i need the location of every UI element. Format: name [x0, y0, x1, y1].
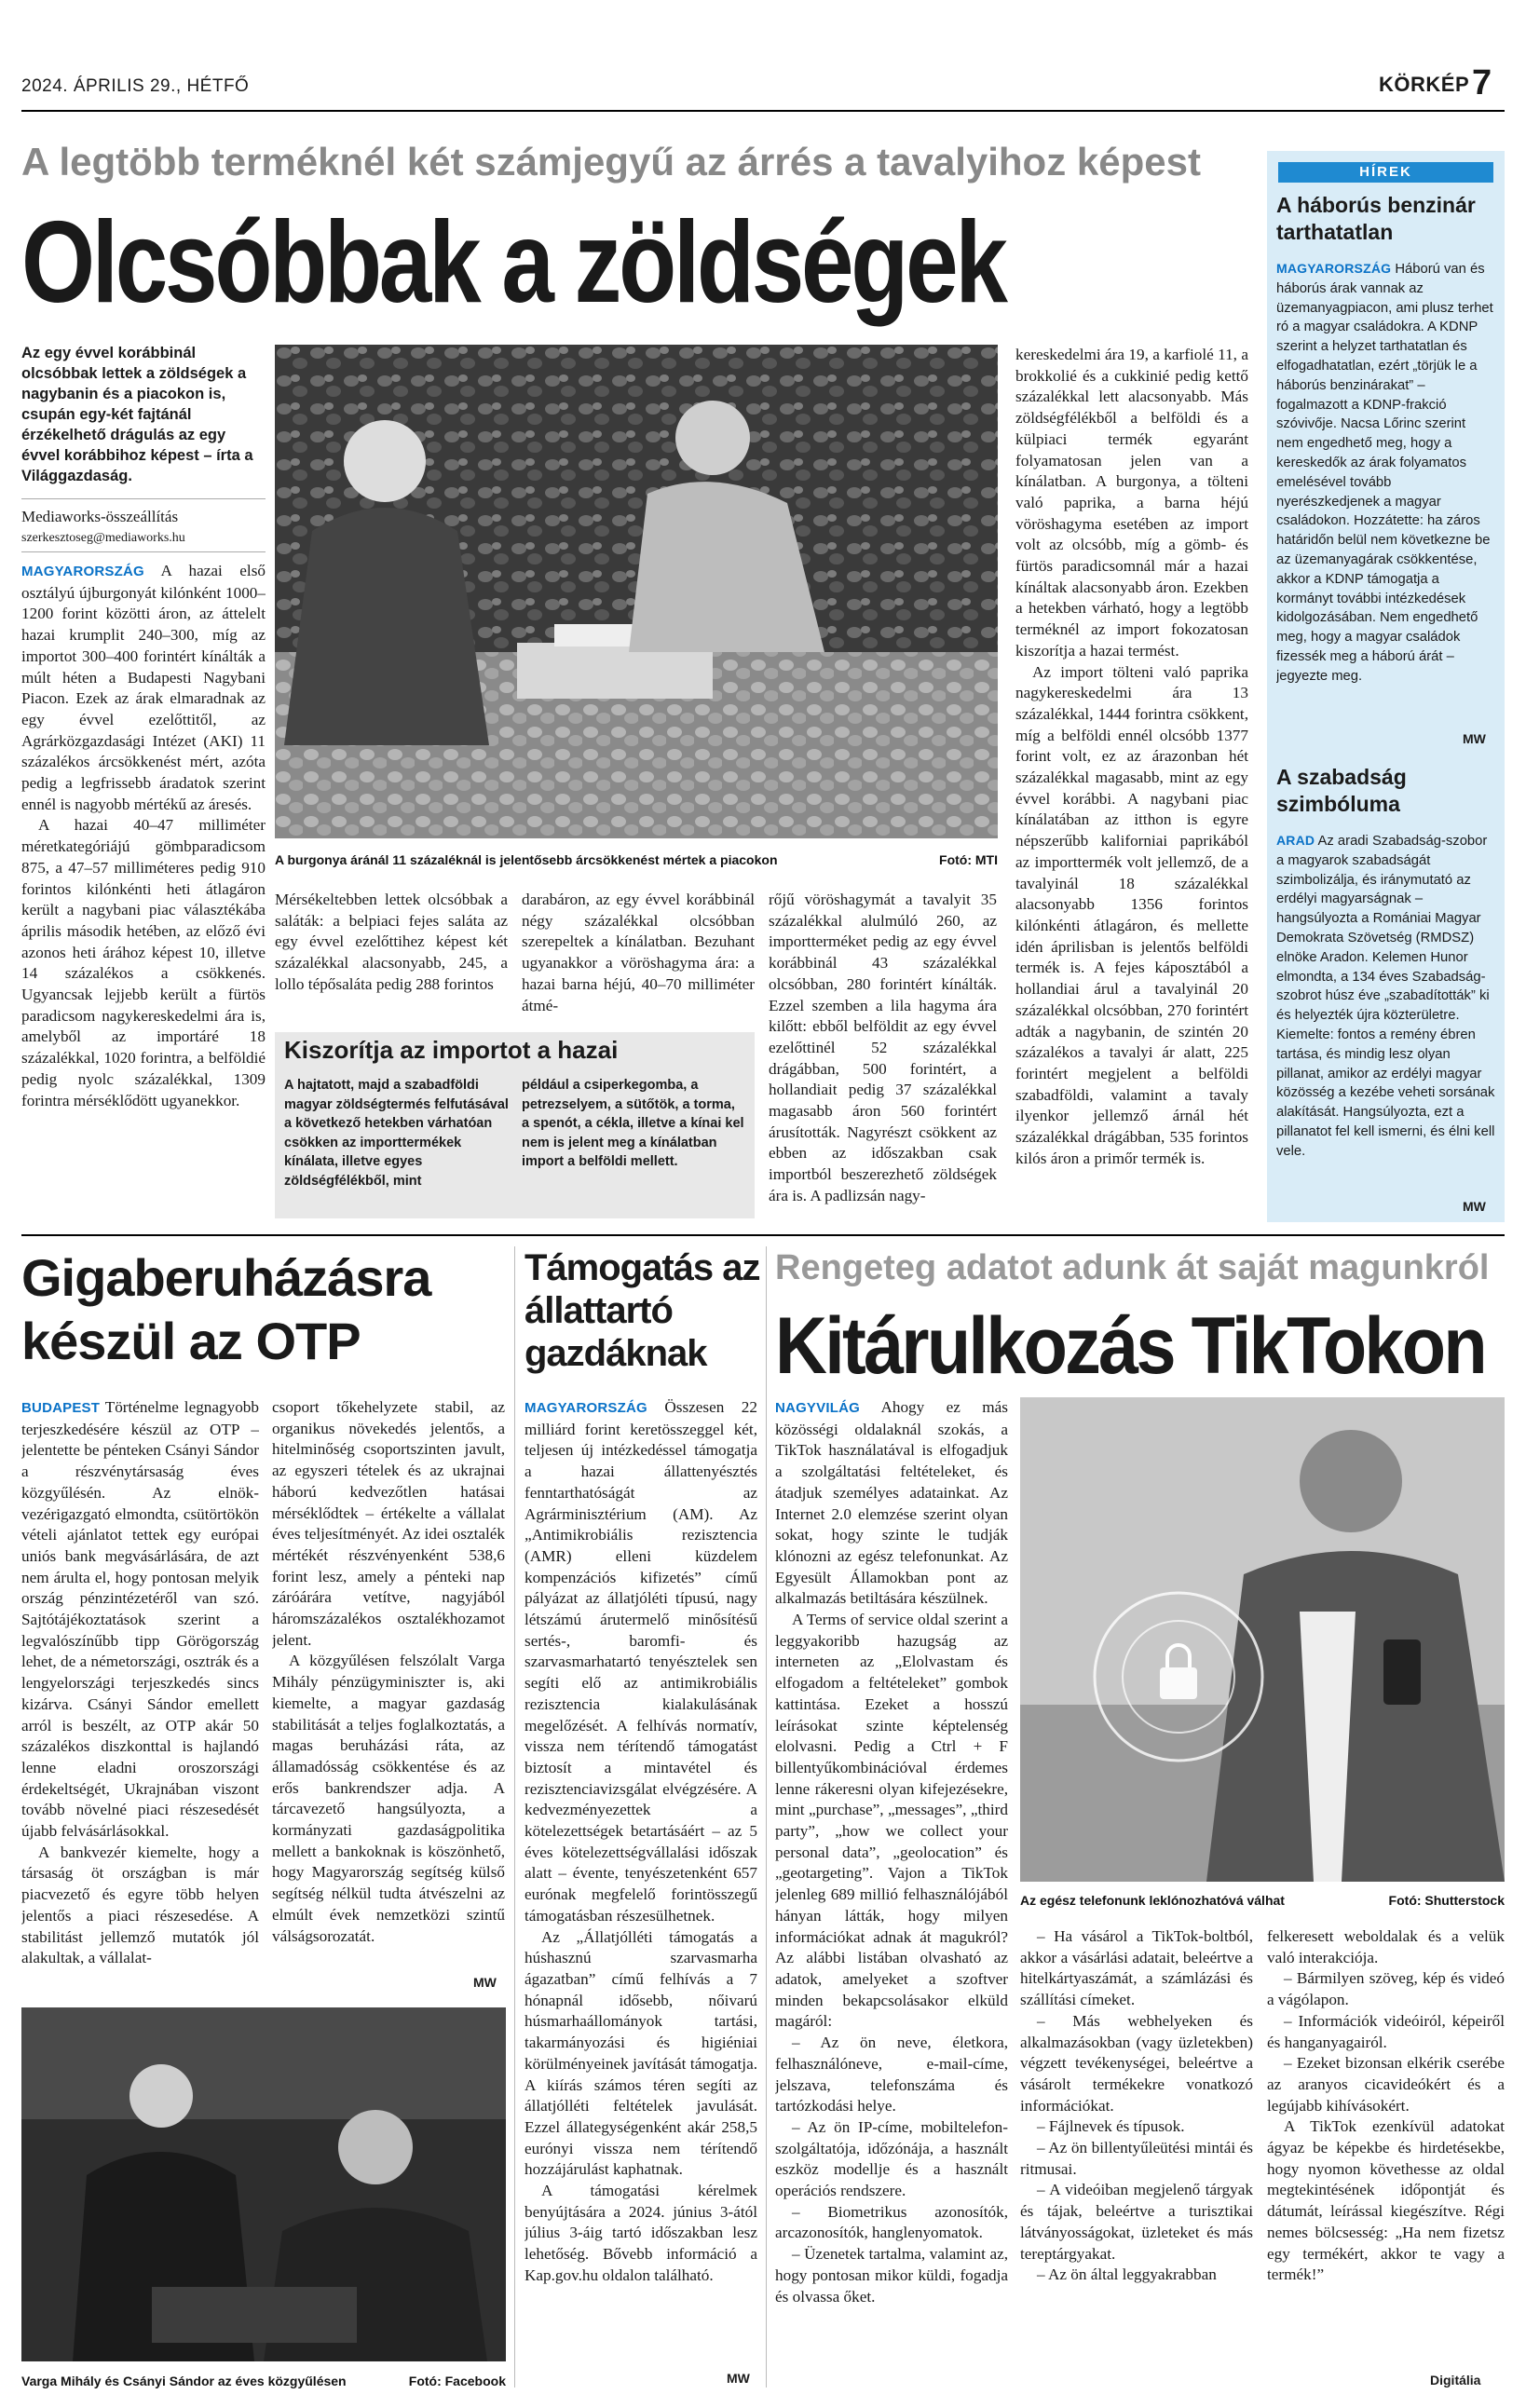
otp-location-tag: BUDAPEST — [21, 1400, 101, 1416]
lead-col5-text: kereskedelmi ára 19, a karfiolé 11, a brokkolié és a cukkinié pedig kettő százalékkal lett alacsonyabb. Más zöldségfélékből a belföldi és a külpiaci termék egyaránt folyamatosan jelen van a kínálatban. A burgonya, a tölteni való paprika, a barna héjú vöröshagyma esetében az import volt az olcsóbb, míg a gömb- és fürtös paradicsomnál már a hazai kínáltak alacsonyabb áron. Ezekben a hetekben várható, hogy a legtöbb terméknél az import fokozatosan kiszorítja a hazai termést. — [1015, 346, 1248, 660]
tiktok-title: Kitárulkozás TikTokon — [775, 1301, 1485, 1391]
tiktok-photo — [1020, 1397, 1505, 1882]
otp-col2-text: csoport tőkehelyzete stabil, az organikus növekedés jelentős, a hitelminőség csoportszinten javult, az egyszeri tételek és az ukrajnai háború kedvezőtlen hatásai mérséklődtek – értékelte a vállalat éves teljesítményét. Az idei osztalék mértékét részvényenként 538,6 forint lesz, amely a pénteki nap záróárára vetítve, nagyjából háromszázalékos osztalékhozamot jelent. — [272, 1398, 505, 1649]
market-photo — [275, 345, 998, 838]
byline-rule-2 — [21, 551, 266, 552]
sidebar-item-1-text: Háború van és háborús árak vannak az üzemanyagpiacon, ami plusz terhet ró a magyar családokra. A KDNP szerint a helyzet tarthatatlan és elfogadhatatlan, ezért „törjük le a háborús benzinárakat” – fogalmazott a KDNP-frakció szóvivője. Nacsa Lőrinc szerint nem engedhető meg, hogy a kereskedők az árak folyamatos emelésével tovább nyerészkedjenek a magyar családokon. Hozzátette: ha záros határidőn belül nem következne be az üzemanyagárak csökkentése, akkor a KDNP támogatja a kormányt további intézkedések kidolgozásában. Nem engedhető meg, hogy a magyar családok fizessék meg a háború árát – jegyezte meg. — [1276, 262, 1493, 684]
lead-location-tag: MAGYARORSZÁG — [21, 564, 144, 579]
lead-col5-text-2: Az import tölteni való paprika nagykereskedelmi ára 13 százalékkal, 1444 forintra csökkent, míg a belföldi ennél olcsóbb 1377 forint volt, ez az árazonban hét százalékkal magasabb, mint az egy évvel korábbi. A nagybani piac kínálatában az itthon is egyre népszerűbb kaliforniai paprikából az importtermék volt jellemző, de a tavalyinál 18 százalékkal alacsonyabb 1356 forintos kilónkénti átlagáron, és mellette idén áprilisban is jelentős belföldi termék is. A fejes káposztából a hollandiai árul a tavalyinál 20 százalékkal olcsóbban, 270 forintért adták a nagybanin, de szintén 20 százalékos a tavalyi ár alatt, 225 forintért megjelent a belföldi szabadföldi, valamint a tavaly ilyenkor jellemző árnál hét százalékkal drágábban, 535 forintos kilós áron a primőr termék is. — [1015, 662, 1248, 1167]
otp-sig: MW — [473, 1975, 497, 1990]
lead-column-1 — [21, 561, 266, 1222]
lead-column-5 — [1015, 345, 1248, 1220]
tiktok-location-tag: NAGYVILÁG — [775, 1400, 860, 1416]
tiktok-col3-text-b: – Bármilyen szöveg, kép és videó a vágólapon. — [1267, 1969, 1505, 2009]
otp-photo-caption: Varga Mihály és Csányi Sándor az éves közgyűlésen — [21, 2374, 347, 2388]
tiktok-photo-credit: Fotó: Shutterstock — [1388, 1893, 1505, 1908]
tiktok-col3-text-e: A TikTok ezenkívül adatokat ágyaz be képekbe és hirdetésekbe, hogy nyomon követhesse az oldal megtekintésének időpontját és dátumát, leírással kiegészítve. Régi nemes bölcsesség: „Ha nem fizetsz egy termékért, akkor te vagy a termék!” — [1267, 2117, 1505, 2284]
byline-email: szerkesztoseg@mediaworks.hu — [21, 531, 185, 545]
tiktok-col2-text-d: – Az ön billentyűleütési mintái és ritmusai. — [1020, 2139, 1253, 2178]
column-divider-2 — [766, 1246, 767, 2388]
section-name: KÖRKÉP — [1379, 73, 1470, 96]
byline-rule — [21, 498, 266, 499]
header-rule — [21, 110, 1505, 112]
market-photo-illustration — [275, 345, 998, 838]
sidebar-item-1-sig: MW — [1463, 731, 1486, 746]
issue-date: 2024. ÁPRILIS 29., HÉTFŐ — [21, 76, 250, 96]
otp-col1-text-2: A bankvezér kiemelte, hogy a társaság öt országban is már piacvezető és egyre több helyen jelentős a piaci részesedése. A stabilitást jellemző mutatók jól alakultak, a vállalat- — [21, 1843, 259, 1967]
import-box-title: Kiszorítja az importot a hazai — [284, 1036, 619, 1064]
import-box-right: például a csiperkegomba, a petrezselyem, a sütőtök, a torma, a spenót, a cékla, illetve a kínai kel nem is jelent meg a kínálatban import a belföldi mellett. — [522, 1078, 744, 1169]
tiktok-col3-text-a: felkeresett weboldalak és a velük való interakciója. — [1267, 1927, 1505, 1966]
agri-text-1: Összesen 22 milliárd forint keretösszeggel két, teljesen új intézkedéssel támogatja a hazai állattenyésztés fenntarthatóságát az Agrárminisztérium (AM). Az „Antimikrobiális rezisztencia (AMR) elleni küzdelem kompenzációs kifizetés” című pályázat az állatjóléti típusú, nagy létszámú árutermelő minősítésű sertés-, baromfi- és szarvasmarhatartó tenyésztelek sen segíti elő az antimikrobiális rezisztencia kialakulásának megelőzését. A felhívás normatív, vissza nem térítendő támogatást biztosít a mintavétel és rezisztenciavizsgálat elvégzésére. A kedvezményezettek a kötelezettségek betartásáért – az 5 éves kötelezettségvállalási időszak alatt – évente, tenyészetenként 657 eurónak megfelelő forintösszegű támogatásban részesülhetnek. — [525, 1398, 757, 1925]
tiktok-sig: Digitália — [1430, 2373, 1481, 2388]
tiktok-col2-text-b: – Más webhelyeken és alkalmazásokban (vagy üzletekben) végzett tevékenységei, beleértve a vásárolt termékekre vonatkozó információkat. — [1020, 2011, 1253, 2115]
tiktok-photo-illustration — [1020, 1397, 1505, 1882]
sidebar-item-1-tag: MAGYARORSZÁG — [1276, 261, 1392, 276]
sidebar-item-2-body — [1276, 831, 1495, 1204]
byline-name: Mediaworks-összeállítás — [21, 508, 179, 525]
import-box-left: A hajtatott, majd a szabadföldi magyar zöldségtermés felfutásával a következő hetekben várhatóan csökken az importtermékek kínálata, illetve egyes zöldségfélékből, mint — [284, 1078, 509, 1189]
lead-standfirst: Az egy évvel korábbinál olcsóbbak lettek a zöldségek a nagybanin és a piacokon is, csupán egy-két fajtánál érzékelhető drágulás az egy évvel korábbihoz képest – írta a Világgazdaság. — [21, 345, 253, 484]
lead-col1-text-2: A hazai 40–47 milliméter méretkategóriájú gömbparadicsom 875, a 47–57 milliméteres pedig 910 forintos kilónkénti heti átlagáron került a nagybani piac választékába április második hetében, az előző évi azonos heti árához képest 10, illetve 14 százalékos a csökkenés. Ugyancsak lejjebb került a fürtös paradicsom nagykereskedelmi ára is, amelyből az importáré 18 százalékkal, 1020 forintra, a belföldié pedig nyolc százalékkal, 1309 forintra mérséklődött ugyanekkor. — [21, 816, 266, 1109]
agri-text-3: A támogatási kérelmek benyújtására a 2024. június 3-ától július 3-áig tartó időszakban lesz lehetőség. Bővebb információ a Kap.gov.hu oldalon található. — [525, 2182, 757, 2284]
lead-column-3: darabáron, az egy évvel korábbinál négy százalékkal olcsóbban szerepeltek a kínálatban. Bezuhant ugyanakkor a vöröshagyma ára: a hazai barna héjú, 40–70 milliméter átmé- — [522, 891, 755, 1014]
agri-location-tag: MAGYARORSZÁG — [525, 1400, 647, 1416]
sidebar-item-2-text: Az aradi Szabadság-szobor a magyarok szabadságát szimbolizálja, és iránymutató az erdélyi magyarságnak – hangsúlyozta a Romániai Magyar Demokrata Szövetség (RMDSZ) elnöke Aradon. Kelemen Hunor elmondta, a 134 éves Szabadság-szobrot húsz éve „szabadították” ki és helyezték újra közterületre. Kiemelte: fontos a remény ébren tartása, és mindig lesz olyan pillanat, amikor az erdélyi magyar közösség a kezébe veheti sorsának alakítását. Hangsúlyozta, ezt a pillanatot fel kell ismerni, és élni kell vele. — [1276, 834, 1495, 1159]
sidebar-item-1-body — [1276, 259, 1495, 753]
sidebar-item-2-title: A szabadság szimbóluma — [1276, 765, 1407, 816]
lead-kicker: A legtöbb terméknél két számjegyű az árrés a tavalyihoz képest — [21, 140, 1201, 184]
sidebar-item-1-title: A háborús benzinár tarthatatlan — [1276, 193, 1476, 244]
tiktok-col1-text-e: – Biometrikus azonosítók, arcazonosítók, hanglenyomatok. — [775, 2202, 1008, 2242]
column-divider-1 — [514, 1246, 515, 2388]
tiktok-kicker: Rengeteg adatot adunk át saját magunkról — [775, 1248, 1490, 1287]
agri-title: Támogatás az állattartó gazdáknak — [525, 1247, 760, 1374]
agri-sig: MW — [727, 2371, 750, 2386]
sidebar-item-2-sig: MW — [1463, 1199, 1486, 1214]
lead-col1-text: A hazai első osztályú újburgonyát kilónként 1000–1200 forint közötti áron, az áttelelt hazai krumplit 240–300, míg az importot 300–400 forintért kínálták a múlt héten a Budapesti Nagybani Piacon. Ezek az árak elmaradnak az egy évvel ezelőttitől, az Agrárközgazdasági Intézet (AKI) 11 százalékos árcsökkenést mért, azóta pedig a legfrissebb áradatok szerint ennél is nagyobb mértékű az áresés. — [21, 562, 266, 813]
tiktok-col1-text-f: – Üzenetek tartalma, valamint az, hogy pontosan mikor küldi, fogadja és olvassa őket. — [775, 2245, 1008, 2306]
otp-column-1 — [21, 1397, 259, 1993]
otp-photo-illustration — [21, 2007, 506, 2361]
otp-photo-credit: Fotó: Facebook — [408, 2374, 506, 2388]
tiktok-col2-text-f: – Az ön által leggyakrabban — [1037, 2265, 1217, 2284]
tiktok-col2-text-e: – A videóiban megjelenő tárgyak és tájak, beleértve a turisztikai látványosságokat, üzleteket és más tereptárgyakat. — [1020, 2181, 1253, 2263]
tiktok-column-3 — [1267, 1926, 1505, 2374]
lead-photo-caption: A burgonya áránál 11 százaléknál is jelentősebb árcsökkenést mértek a piacokon — [275, 852, 778, 867]
lead-photo-credit: Fotó: MTI — [939, 852, 998, 867]
tiktok-col1-text-c: – Az ön neve, életkora, felhasználóneve, e-mail-címe, jelszava, telefonszáma és tartózkodási helye. — [775, 2034, 1008, 2116]
otp-column-2 — [272, 1397, 505, 1979]
tiktok-col1-text-a: Ahogy ez más közösségi oldalaknál szokás, a TikTok használatával is elfogadjuk a szolgáltatási feltételeket, és átadjuk személyes adatainkat. Az Internet 2.0 elemzése szerint olyan sokat, hogy szinte le tudják klónozni az egész telefonunkat. Az Egyesült Államokban pont az alkalmazás betiltására készülnek. — [775, 1398, 1008, 1608]
agri-text-2: Az „Állatjólléti támogatás a húshasznú szarvasmarha ágazatban” című felhívás a 7 hónapnál idősebb, nőivarú húsmarhaállományok tartási, takarmányozási és higiéniai körülményeinek javítását támogatja. A kiírás számos téren segíti az állatjólléti feltételek javulását. Ezzel állategységenként akár 258,5 eurónyi vissza nem térítendő hozzájárulást kaphatnak. — [525, 1927, 757, 2179]
tiktok-col3-text-d: – Ezeket bizonsan elkérik cserébe az aranyos cicavideókért és a legújabb kihívásokért. — [1267, 2054, 1505, 2115]
tiktok-column-1 — [775, 1397, 1008, 2389]
tiktok-col1-text-b: A Terms of service oldal szerint a leggyakoribb hazugság az interneten az „Elolvastam és elfogadom a feltételeket” gombok kattintása. Ezeket a hosszú leírásokat szinte képtelenség elolvasni. Pedig a Ctrl + F billentyűkombinációval érdemes lenne rákeresni olyan kifejezésekre, mint „purchase”, „messages”, „third party”, „how we collect your personal data”, „geolocation” és „geotargeting”. Vajon a TikTok jelenleg 689 millió felhasználójából hányan látták, hogy milyen információkat adnak át magukról? Az alábbi listában olvasható az adatok, amelyeket a szoftver minden bekapcsolásakor elküld magáról: — [775, 1611, 1008, 2031]
tiktok-column-2 — [1020, 1926, 1253, 2392]
lead-column-4: rőjű vöröshagymát a tavalyit 35 százalékkal alulmúló 260, az importterméket pedig az egy évvel korábbinál 43 százalékkal olcsóbban, 280 forintért kínálták. Ezzel szemben a lila hagyma ára kilőtt: ebből belföldit az egy évvel ezelőttinél 52 százalékkal drágábban, 500 forintért, a hollandiait pedig 37 százalékkal magasabb áron 560 forintért árusították. Nagyrészt csökkent az ebben az időszakban csak importból beszerezhető zöldségek ára is. A padlizsán nagy- — [769, 891, 997, 1204]
tiktok-col1-text-d: – Az ön IP-címe, mobiltelefon-szolgáltatója, időzónája, a használt eszköz modellje és a használt operációs rendszere. — [775, 2117, 1008, 2200]
lead-title: Olcsóbbak a zöldségek — [21, 198, 1005, 327]
tiktok-col2-text-c: – Fájlnevek és típusok. — [1037, 2117, 1185, 2136]
section-rule — [21, 1234, 1505, 1236]
otp-title: Gigaberuházásra készül az OTP — [21, 1248, 431, 1370]
tiktok-col2-text-a: – Ha vásárol a TikTok-boltból, akkor a vásárlási adatait, beleértve a hitelkártyaszámát, a számlázási és szállítási címeket. — [1020, 1927, 1253, 2009]
page-number: 7 — [1472, 63, 1492, 102]
sidebar-item-2-tag: ARAD — [1276, 833, 1315, 848]
lead-column-2: Mérsékeltebben lettek olcsóbbak a saláták: a belpiaci fejes saláta az egy évvel ezelőttihez képest két százalékkal alacsonyabb, 245, a lollo tépősaláta pedig 288 forintos — [275, 891, 508, 993]
tiktok-photo-caption: Az egész telefonunk leklónozhatóvá válhat — [1020, 1893, 1285, 1908]
otp-col2-text-2: A közgyűlésen felszólalt Varga Mihály pénzügyminiszter is, aki kiemelte, a magyar gazdaság stabilitását a teljes foglalkoztatás, a magas beruházási ráta, az államadósság csökkentése és az erős bankrendszer adja. A tárcavezető hangsúlyozta, a kormányzati gazdaságpolitika mellett a bankoknak is köszönhető, hogy Magyarország segítség külső segítség nélkül tudta átvészelni az elmúlt évek nemzetközi szintű válságsorozatát. — [272, 1652, 505, 1945]
sidebar-label: HÍREK — [1278, 162, 1493, 183]
agri-column — [525, 1397, 757, 2389]
otp-col1-text: Történelme legnagyobb terjeszkedésére készül az OTP – jelentette be pénteken Csányi Sándor a részvénytársaság éves közgyűlésén. Az elnök-vezérigazgató elmondta, csütörtökön vételi ajánlatot tettek egy európai uniós bank megvásárlására, de azt nem árulta el, hogy pontosan melyik ország pénzintézetéről van szó. Sajtótájékoztatások szerint a legvalószínűbb tipp Görögország lehet, de a németországi, osztrák és a lengyelországi terjeszkedés sincs kizárva. Csányi Sándor emellett arról is beszélt, az OTP akár 50 százalékos diszkonttal is hajlandó lenne eladni oroszországi érdekeltségét, Ukrajnában viszont tovább növelné piaci részesedését újabb felvásárlásokkal. — [21, 1398, 259, 1841]
otp-photo — [21, 2007, 506, 2361]
tiktok-col3-text-c: – Információk videóiról, képeiről és hanganyagairól. — [1267, 2011, 1505, 2051]
